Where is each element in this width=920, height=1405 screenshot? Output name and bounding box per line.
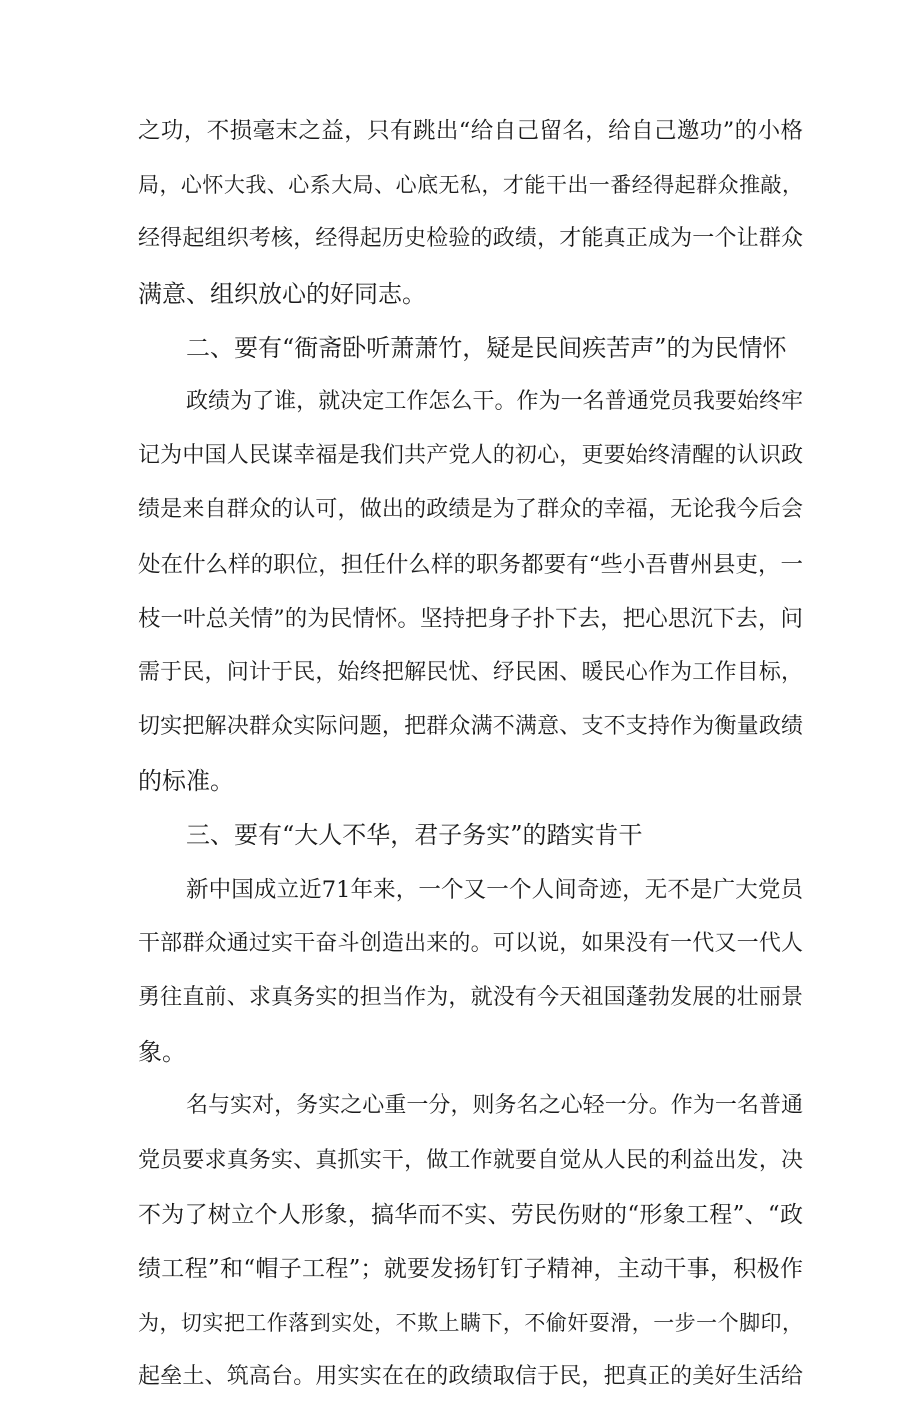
paragraph-line: 党员要求真务实、真抓实干，做工作就要自觉从人民的利益出发，决 [138,1147,803,1173]
section-heading: 二、要有“衙斋卧听萧萧竹，疑是民间疾苦声”的为民情怀 [186,333,787,362]
paragraph-line: 之功，不损毫末之益，只有跳出“给自己留名，给自己邀功”的小格 [138,118,803,144]
paragraph-line: 切实把解决群众实际问题，把群众满不满意、支不支持作为衡量政绩 [138,714,803,740]
paragraph-line: 政绩为了谁，就决定工作怎么干。作为一名普通党员我要始终牢 [186,388,803,414]
paragraph-line: 绩工程”和“帽子工程”；就要发扬钉钉子精神，主动干事，积极作 [138,1255,803,1282]
paragraph-line: 经得起组织考核，经得起历史检验的政绩，才能真正成为一个让群众 [138,226,803,252]
paragraph-line: 记为中国人民谋幸福是我们共产党人的初心，更要始终清醒的认识政 [138,443,803,469]
paragraph-line: 名与实对，务实之心重一分，则务名之心轻一分。作为一名普通 [186,1093,803,1119]
paragraph-line: 象。 [138,1038,186,1067]
paragraph-line: 起垒土、筑高台。用实实在在的政绩取信于民，把真正的美好生活给 [138,1364,803,1390]
paragraph-line: 局，心怀大我、心系大局、心底无私，才能干出一番经得起群众推敲， [138,173,803,198]
paragraph-line: 勇往直前、求真务实的担当作为，就没有今天祖国蓬勃发展的壮丽景 [138,985,803,1010]
paragraph-line: 为，切实把工作落到实处，不欺上瞒下，不偷奸耍滑，一步一个脚印， [138,1311,803,1336]
paragraph-line: 需于民，问计于民，始终把解民忧、纾民困、暖民心作为工作目标， [138,659,803,685]
paragraph-line: 干部群众通过实干奋斗创造出来的。可以说，如果没有一代又一代人 [138,930,803,956]
paragraph-line: 不为了树立个人形象，搞华而不实、劳民伤财的“形象工程”、“政 [138,1201,803,1228]
document-body [138,104,803,1405]
paragraph-line: 处在什么样的职位，担任什么样的职务都要有“些小吾曹州县吏，一 [138,551,803,578]
paragraph-line: 新中国成立近71年来，一个又一个人间奇迹，无不是广大党员 [186,876,803,903]
paragraph-line: 满意、组织放心的好同志。 [138,279,426,308]
paragraph-line: 绩是来自群众的认可，做出的政绩是为了群众的幸福，无论我今后会 [138,497,803,523]
paragraph-line: 的标准。 [138,767,234,796]
section-heading: 三、要有“大人不华，君子务实”的踏实肯干 [186,821,643,850]
paragraph-line: 枝一叶总关情”的为民情怀。坚持把身子扑下去，把心思沉下去，问 [138,605,803,632]
